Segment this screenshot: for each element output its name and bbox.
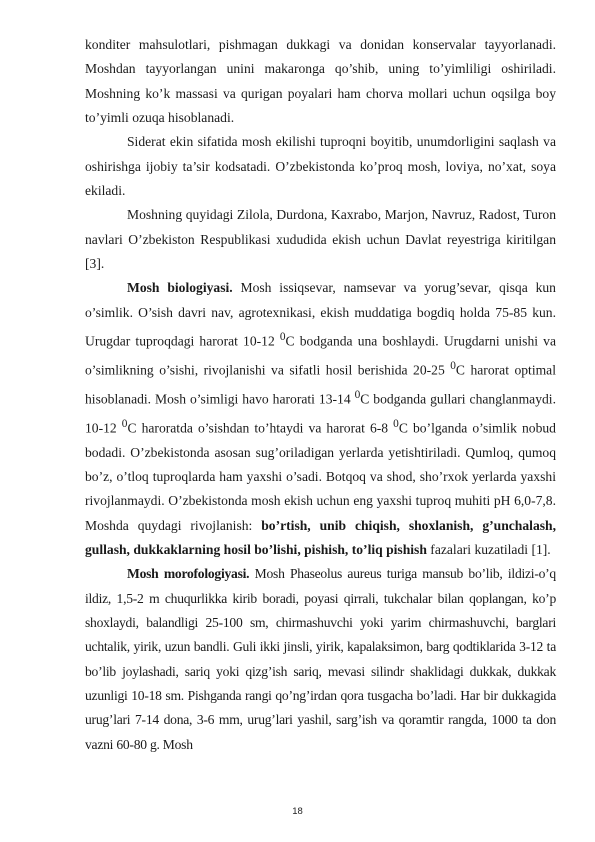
- paragraph-varieties: Moshning quyidagi Zilola, Durdona, Kaxrabo, Marjon, Navruz, Radost, Turon navlari O’zbekiston Respublikasi xududida ekish uchun Davlat reyestriga kiritilgan [3].: [85, 207, 556, 272]
- degree-superscript: 0: [393, 417, 399, 430]
- biology-text-f: C bo’lganda o’simlik nobud bodadi. O’zbekistonda asosan sug’oriladigan yerlarda yetishtiriladi. Qumloq, qumoq bo’z, o’tloq tuproqlarda ham yaxshi o’sadi. Botqoq va shod, sho’rxok yerlarda yaxshi rivojlanmaydi. O’zbekistonda mosh ekish uchun eng yaxshi tuproq muhiti pH 6,0-7,8. Moshda quydagi rivojlanish:: [85, 420, 556, 533]
- degree-superscript: 0: [450, 360, 456, 372]
- paragraph-intro: konditer mahsulotlari, pishmagan dukkagi va donidan konservalar tayyorlanadi. Moshdan tayyorlangan unini makaronga qo’shib, uning to’yimliligi oshiriladi. Moshning ko’k massasi va qurigan poyalari ham chorva mollari uchun oqsilga boy to’yimli ozuqa hisoblanadi.: [85, 37, 556, 126]
- paragraph-siderat: Siderat ekin sifatida mosh ekilishi tuproqni boyitib, unumdorligini saqlash va oshirishga ijobiy ta’sir kodsatadi. O’zbekistonda ko’proq mosh, loviya, no’xat, soya ekiladi.: [85, 134, 556, 199]
- biology-text-e: C haroratda o’sishdan to’htaydi va harorat 6-8: [127, 420, 394, 436]
- document-page: [85, 33, 556, 757]
- biology-text-c: C harorat optimal hisoblanadi. Mosh o’simligi havo harorati 13-14: [85, 362, 556, 407]
- growth-phases-bold: bo’rtish, unib chiqish, shoxlanish, g’unchalash, gullash, dukkaklarning hosil bo’lishi, pishish, to’liq pishish: [85, 517, 556, 557]
- degree-superscript: 0: [121, 417, 128, 430]
- section-heading-morphology: Mosh morofologiyasi.: [127, 566, 250, 582]
- section-heading-biology: Mosh biologiyasi.: [127, 280, 233, 296]
- biology-text-d: C bodganda gullari changlanmaydi. 10-12: [85, 391, 556, 436]
- degree-superscript: 0: [279, 331, 286, 344]
- degree-superscript: 0: [354, 388, 361, 401]
- biology-text-g: fazalari kuzatiladi [1].: [426, 542, 551, 557]
- biology-text-b: C bodganda una boshlaydi. Urugdarni unishi va o’simlikning o’sishi, rivojlanishi va sifatli hosil berishida 20-25: [85, 333, 556, 378]
- paragraph-biology: [85, 276, 556, 562]
- page-number: 18: [292, 806, 303, 817]
- biology-text-a: Mosh issiqsevar, namsevar va yorug’sevar, qisqa kun o’simlik. O’sish davri nav, agrotexnikasi, ekish muddatiga bogdiq holda 75-85 kun. Urugdar tuproqdagi harorat 10-12: [85, 280, 556, 349]
- morphology-text: Mosh Phaseolus aureus turiga mansub bo’lib, ildizi-o’q ildiz, 1,5-2 m chuqurlikka kirib boradi, poyasi qirrali, tukchalar bilan qoplangan, ko’p shoxlaydi, balandligi 25-100 sm, chirmashuvchi yoki yarim chirmashuvchi, barglari uchtalik, yirik, uzun bandli. Guli ikki jinsli, yirik, kapalaksimon, barg qodtiklarida 3-12 ta bo’lib joylashadi, sariq yoki qizg’ish sariq, mevasi silindr shaklidagi dukkak, dukkak uzunligi 10-18 sm. Pishganda rangi qo’ng’irdan qora tusgacha bo’ladi. Har bir dukkagida urug’lari 7-14 dona, 3-6 mm, urug’lari yashil, sarg’ish va qoramtir rangda, 1000 ta don vazni 60-80 g. Mosh: [85, 566, 556, 752]
- paragraph-morphology: [85, 562, 556, 757]
